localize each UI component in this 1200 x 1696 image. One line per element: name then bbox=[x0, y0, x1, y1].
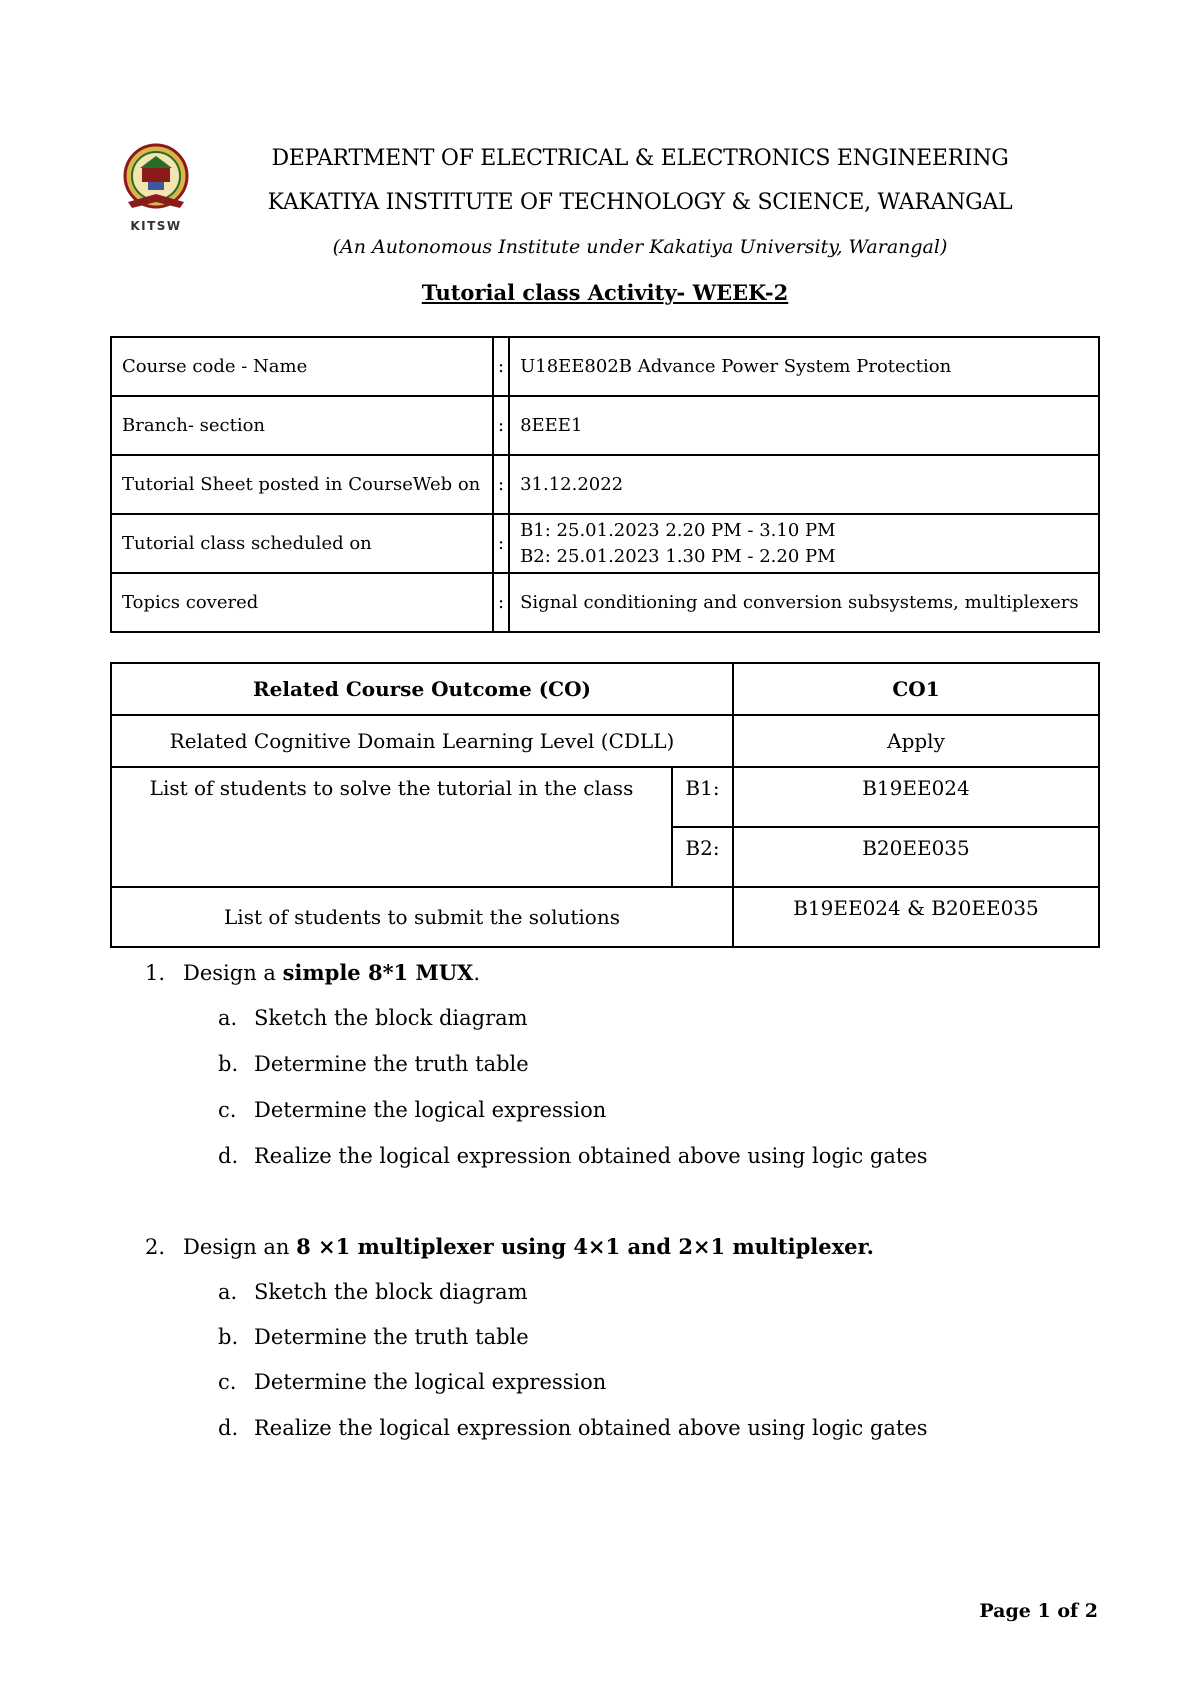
course-info-table bbox=[110, 336, 1100, 633]
list-item: a. Sketch the block diagram bbox=[218, 1006, 528, 1030]
department-title: DEPARTMENT OF ELECTRICAL & ELECTRONICS ENGINEERING bbox=[271, 146, 1009, 171]
solve-label: List of students to solve the tutorial in the class bbox=[111, 767, 672, 887]
list-item: d. Realize the logical expression obtained above using logic gates bbox=[218, 1144, 928, 1168]
b1-value: B19EE024 bbox=[733, 767, 1099, 827]
question-number: 2. bbox=[145, 1235, 166, 1259]
schedule-b1: B1: 25.01.2023 2.20 PM - 3.10 PM bbox=[520, 519, 836, 541]
list-item: d. Realize the logical expression obtained above using logic gates bbox=[218, 1416, 928, 1440]
table-row bbox=[111, 396, 1099, 455]
activity-title: Tutorial class Activity- WEEK-2 bbox=[421, 280, 789, 305]
info-value: Signal conditioning and conversion subsystems, multiplexers bbox=[509, 573, 1099, 632]
info-label: Tutorial Sheet posted in CourseWeb on bbox=[111, 455, 493, 514]
b1-label: B1: bbox=[672, 767, 733, 827]
table-row bbox=[111, 337, 1099, 396]
question-bold: 8 ×1 multiplexer using 4×1 and 2×1 multiplexer. bbox=[296, 1234, 874, 1259]
question-number: 1. bbox=[145, 961, 166, 985]
info-value: U18EE802B Advance Power System Protection bbox=[509, 337, 1099, 396]
question-suffix: . bbox=[473, 961, 481, 985]
list-item: c. Determine the logical expression bbox=[218, 1098, 607, 1122]
colon-separator: : bbox=[493, 337, 509, 396]
info-label: Course code - Name bbox=[111, 337, 493, 396]
question-bold: simple 8*1 MUX bbox=[282, 960, 474, 985]
logo-text: KITSW bbox=[130, 219, 182, 233]
table-row bbox=[111, 455, 1099, 514]
schedule-b2: B2: 25.01.2023 1.30 PM - 2.20 PM bbox=[520, 545, 836, 567]
cdll-value: Apply bbox=[733, 715, 1099, 767]
colon-separator: : bbox=[493, 573, 509, 632]
info-label: Topics covered bbox=[111, 573, 493, 632]
institute-logo bbox=[118, 142, 194, 234]
submit-value: B19EE024 & B20EE035 bbox=[733, 887, 1099, 947]
b2-value: B20EE035 bbox=[733, 827, 1099, 887]
institute-subtitle: (An Autonomous Institute under Kakatiya University, Warangal) bbox=[332, 236, 948, 258]
colon-separator: : bbox=[493, 396, 509, 455]
list-item: b. Determine the truth table bbox=[218, 1052, 529, 1076]
co-value: CO1 bbox=[733, 663, 1099, 715]
info-value: 8EEE1 bbox=[509, 396, 1099, 455]
b2-label: B2: bbox=[672, 827, 733, 887]
table-row bbox=[111, 573, 1099, 632]
submit-label: List of students to submit the solutions bbox=[111, 887, 733, 947]
table-row bbox=[111, 887, 1099, 947]
colon-separator: : bbox=[493, 455, 509, 514]
table-row bbox=[111, 767, 1099, 827]
course-outcome-table bbox=[110, 662, 1100, 948]
info-value: 31.12.2022 bbox=[509, 455, 1099, 514]
question-prefix: Design an bbox=[183, 1235, 297, 1259]
table-row bbox=[111, 514, 1099, 573]
co-label: Related Course Outcome (CO) bbox=[111, 663, 733, 715]
colon-separator: : bbox=[493, 514, 509, 573]
question-1 bbox=[145, 960, 480, 985]
cdll-label: Related Cognitive Domain Learning Level (CDLL) bbox=[111, 715, 733, 767]
page-number: Page 1 of 2 bbox=[979, 1600, 1098, 1622]
info-label: Branch- section bbox=[111, 396, 493, 455]
info-label: Tutorial class scheduled on bbox=[111, 514, 493, 573]
question-prefix: Design a bbox=[183, 961, 283, 985]
table-row bbox=[111, 663, 1099, 715]
list-item: c. Determine the logical expression bbox=[218, 1370, 607, 1394]
question-2 bbox=[145, 1234, 874, 1259]
institute-title: KAKATIYA INSTITUTE OF TECHNOLOGY & SCIENCE, WARANGAL bbox=[267, 190, 1013, 215]
list-item: b. Determine the truth table bbox=[218, 1325, 529, 1349]
info-value bbox=[509, 514, 1099, 573]
list-item: a. Sketch the block diagram bbox=[218, 1280, 528, 1304]
table-row bbox=[111, 715, 1099, 767]
